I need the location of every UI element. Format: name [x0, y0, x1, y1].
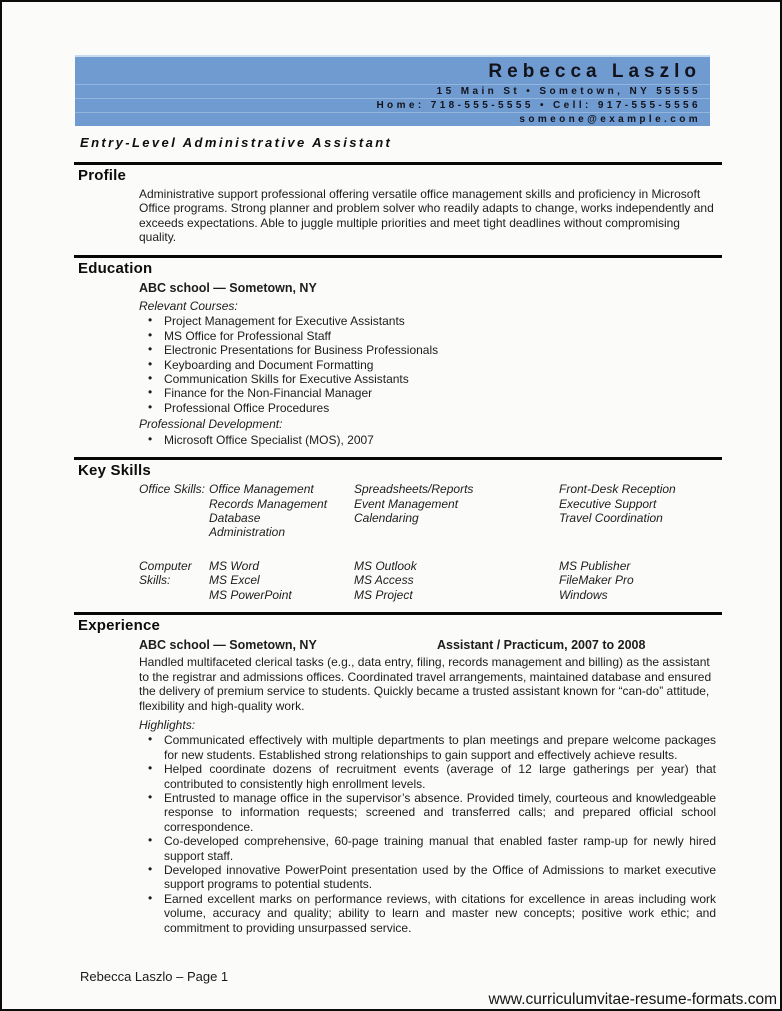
section-education: [74, 255, 722, 447]
skill-item: Database Administration: [209, 510, 286, 540]
courses-list: [139, 314, 716, 415]
office-skills-row: [139, 482, 722, 540]
section-divider: [74, 255, 722, 258]
experience-content: [139, 638, 722, 935]
contact-header: [75, 55, 710, 126]
development-list: [139, 433, 716, 447]
highlight-item: • Co-developed comprehensive, 60-page training manual that enabled faster ramp-up for newly hired support staff.: [139, 834, 716, 863]
relevant-courses-label: Relevant Courses:: [139, 299, 238, 314]
course-item: • MS Office for Professional Staff: [139, 329, 716, 343]
skill-item: Office Management: [209, 482, 314, 497]
skill-item: Calendaring: [354, 510, 419, 525]
skill-item: MS Publisher: [559, 558, 631, 573]
computer-skills-row: [139, 559, 722, 602]
education-content: [139, 281, 722, 447]
highlight-item: • Helped coordinate dozens of recruitment events (average of 12 large gatherings per year) that contributed to consistently high enrollment levels.: [139, 762, 716, 791]
skill-item: MS Outlook: [354, 558, 417, 573]
footer-website: www.curriculumvitae-resume-formats.com: [488, 991, 777, 1008]
section-divider: [74, 162, 722, 165]
computer-skills-label: Computer Skills:: [139, 558, 192, 588]
office-skills-col1: [209, 482, 354, 540]
address-line: 15 Main St • Sometown, NY 55555: [75, 85, 710, 99]
job-header: [139, 638, 722, 652]
employer-name: ABC school — Sometown, NY: [139, 637, 317, 652]
experience-heading: Experience: [78, 616, 161, 634]
key-skills-content: [139, 482, 722, 602]
email-line: someone@example.com: [519, 114, 701, 125]
skill-item: MS PowerPoint: [209, 587, 292, 602]
profile-heading: Profile: [78, 167, 127, 184]
computer-skills-col2: [354, 559, 559, 602]
development-item: • Microsoft Office Specialist (MOS), 2007: [139, 433, 716, 447]
job-title-dates: Assistant / Practicum, 2007 to 2008: [437, 637, 646, 652]
highlight-item: • Earned excellent marks on performance reviews, with citations for excellence in areas including work volume, accuracy and quality; ability to learn and master new concepts; positive work ethic; and commitment to providing unsurpassed service.: [139, 892, 716, 935]
skill-item: MS Project: [354, 587, 413, 602]
course-item: • Project Management for Executive Assistants: [139, 314, 716, 328]
skill-item: MS Excel: [209, 573, 260, 588]
office-skills-col2: [354, 482, 559, 540]
professional-development-label: Professional Development:: [139, 417, 283, 432]
profile-text: Administrative support professional offering versatile office management skills and proficiency in Microsoft Office programs. Strong planner and problem solver who readily adapts to change, works independently and exceeds expectations. Able to juggle multiple priorities and meet tight deadlines without compromising quality.: [139, 187, 714, 245]
section-key-skills: [74, 457, 722, 602]
phone-line: Home: 718-555-5555 • Cell: 917-555-5556: [75, 99, 710, 113]
resume-title: Entry-Level Administrative Assistant: [80, 135, 393, 150]
course-item: • Professional Office Procedures: [139, 401, 716, 415]
skill-item: Event Management: [354, 496, 459, 511]
person-name: Rebecca Laszlo: [75, 57, 710, 85]
course-item: • Communication Skills for Executive Assistants: [139, 372, 716, 386]
course-item: • Finance for the Non-Financial Manager: [139, 386, 716, 400]
education-heading: Education: [78, 259, 153, 277]
office-skills-label: Office Skills:: [139, 482, 206, 497]
section-profile: [74, 162, 722, 245]
skill-item: MS Word: [209, 558, 260, 573]
skill-item: MS Access: [354, 573, 414, 588]
course-item: • Keyboarding and Document Formatting: [139, 358, 716, 372]
skill-item: FileMaker Pro: [559, 573, 634, 588]
footer-page-label: Rebecca Laszlo – Page 1: [80, 969, 229, 984]
skill-item: Spreadsheets/Reports: [354, 482, 474, 497]
office-skills-col3: [559, 482, 722, 540]
section-experience: [74, 612, 722, 935]
highlight-item: • Developed innovative PowerPoint presentation used by the Office of Admissions to market executive support programs to potential students.: [139, 863, 716, 892]
computer-skills-col3: [559, 559, 722, 602]
skill-item: Windows: [559, 587, 608, 602]
highlight-item: • Entrusted to manage office in the supervisor’s absence. Provided timely, courteous and knowledgeable response to information requests; screened and transferred calls; and prepared official school correspondence.: [139, 791, 716, 834]
highlight-item: • Communicated effectively with multiple departments to plan meetings and prepare welcome packages for new students. Established strong relationships to gain support and effectively achieve results.: [139, 733, 716, 762]
skill-item: Travel Coordination: [559, 510, 663, 525]
section-divider: [74, 612, 722, 615]
highlights-label: Highlights:: [139, 717, 196, 732]
job-summary: Handled multifaceted clerical tasks (e.g., data entry, filing, records management and billing) as the assistant to the registrar and admissions offices. Coordinated travel arrangements, maintained database and ensured the delivery of premium service to students. Quickly became a trusted assistant known for “can-do” attitude, flexibility and high-quality work.: [139, 655, 712, 713]
skill-item: Executive Support: [559, 496, 657, 511]
section-divider: [74, 457, 722, 460]
highlights-list: [139, 733, 716, 935]
course-item: • Electronic Presentations for Business Professionals: [139, 343, 716, 357]
profile-content: [139, 187, 722, 245]
skill-item: Records Management: [209, 496, 328, 511]
school-name: ABC school — Sometown, NY: [139, 280, 317, 295]
skill-item: Front-Desk Reception: [559, 482, 676, 497]
key-skills-heading: Key Skills: [78, 462, 151, 480]
computer-skills-col1: [209, 559, 354, 602]
